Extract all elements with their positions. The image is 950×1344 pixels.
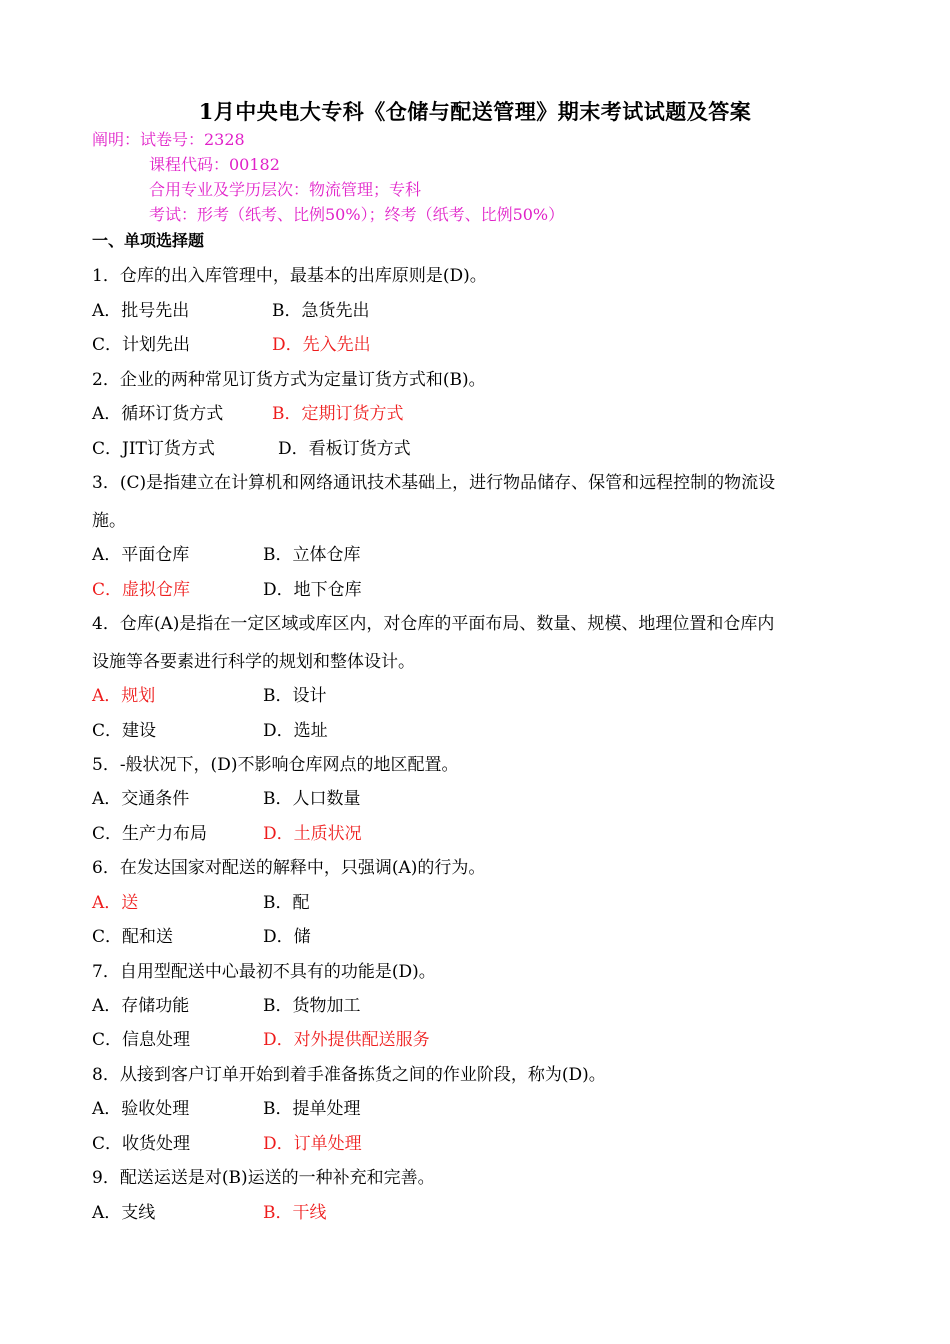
question-1-option-c: C．计划先出 bbox=[92, 335, 191, 355]
question-2-option-c: C．JIT订货方式 bbox=[92, 439, 215, 459]
question-4-option-c: C．建设 bbox=[92, 721, 157, 741]
question-5-option-a: A．交通条件 bbox=[92, 789, 190, 809]
question-5-option-b: B．人口数量 bbox=[263, 789, 361, 809]
question-7-stem: 7．自用型配送中心最初不具有的功能是(D)。 bbox=[92, 962, 436, 982]
question-9-stem: 9．配送运送是对(B)运送的一种补充和完善。 bbox=[92, 1168, 435, 1188]
question-2-option-b-answer: B．定期订货方式 bbox=[272, 404, 404, 424]
question-8-option-d-answer: D．订单处理 bbox=[263, 1134, 362, 1154]
section-heading-single-choice: 一、单项选择题 bbox=[92, 231, 205, 250]
question-8-stem: 8．从接到客户订单开始到着手准备拣货之间的作业阶段，称为(D)。 bbox=[92, 1065, 606, 1085]
document-title: 1月中央电大专科《仓储与配送管理》期末考试试题及答案 bbox=[198, 99, 752, 124]
question-1-option-b: B．急货先出 bbox=[272, 301, 370, 321]
question-9-option-a: A．支线 bbox=[92, 1203, 156, 1223]
question-4-option-d: D．选址 bbox=[263, 721, 328, 741]
question-4-stem-line-2: 设施等各要素进行科学的规划和整体设计。 bbox=[92, 652, 415, 672]
question-8-option-c: C．收货处理 bbox=[92, 1134, 191, 1154]
question-7-option-c: C．信息处理 bbox=[92, 1030, 191, 1050]
exam-note-paper-number: 阐明：试卷号：2328 bbox=[92, 130, 245, 149]
question-6-option-c: C．配和送 bbox=[92, 927, 174, 947]
question-3-option-a: A．平面仓库 bbox=[92, 545, 190, 565]
question-6-option-b: B．配 bbox=[263, 893, 310, 913]
question-5-option-c: C．生产力布局 bbox=[92, 824, 208, 844]
question-2-stem: 2．企业的两种常见订货方式为定量订货方式和(B)。 bbox=[92, 370, 486, 390]
question-3-option-b: B．立体仓库 bbox=[263, 545, 361, 565]
exam-note-course-code: 课程代码：00182 bbox=[149, 155, 280, 174]
question-6-option-a-answer: A．送 bbox=[92, 893, 139, 913]
exam-note-major-level: 合用专业及学历层次：物流管理；专科 bbox=[149, 180, 422, 199]
question-3-option-d: D．地下仓库 bbox=[263, 580, 362, 600]
question-6-option-d: D．储 bbox=[263, 927, 311, 947]
question-4-option-a-answer: A．规划 bbox=[92, 686, 156, 706]
question-5-stem: 5．-般状况下，(D)不影响仓库网点的地区配置。 bbox=[92, 755, 459, 775]
question-7-option-a: A．存储功能 bbox=[92, 996, 190, 1016]
question-4-option-b: B．设计 bbox=[263, 686, 327, 706]
question-2-option-d: D．看板订货方式 bbox=[278, 439, 411, 459]
question-5-option-d-answer: D．土质状况 bbox=[263, 824, 362, 844]
question-1-stem: 1．仓库的出入库管理中，最基本的出库原则是(D)。 bbox=[92, 266, 487, 286]
question-3-option-c-answer: C．虚拟仓库 bbox=[92, 580, 191, 600]
question-4-stem-line-1: 4．仓库(A)是指在一定区域或库区内，对仓库的平面布局、数量、规模、地理位置和仓库内 bbox=[92, 614, 775, 634]
question-3-stem-line-2: 施。 bbox=[92, 511, 126, 531]
question-1-option-d-answer: D．先入先出 bbox=[272, 335, 371, 355]
question-3-stem-line-1: 3．(C)是指建立在计算机和网络通讯技术基础上，进行物品储存、保管和远程控制的物流设 bbox=[92, 473, 776, 493]
exam-note-exam-form: 考试：形考（纸考、比例50%）；终考（纸考、比例50%） bbox=[149, 205, 565, 224]
question-2-option-a: A．循环订货方式 bbox=[92, 404, 224, 424]
question-6-stem: 6．在发达国家对配送的解释中，只强调(A)的行为。 bbox=[92, 858, 486, 878]
question-1-option-a: A．批号先出 bbox=[92, 301, 190, 321]
question-7-option-b: B．货物加工 bbox=[263, 996, 361, 1016]
question-8-option-b: B．提单处理 bbox=[263, 1099, 361, 1119]
question-7-option-d-answer: D．对外提供配送服务 bbox=[263, 1030, 430, 1050]
question-8-option-a: A．验收处理 bbox=[92, 1099, 190, 1119]
question-9-option-b-answer: B．干线 bbox=[263, 1203, 327, 1223]
